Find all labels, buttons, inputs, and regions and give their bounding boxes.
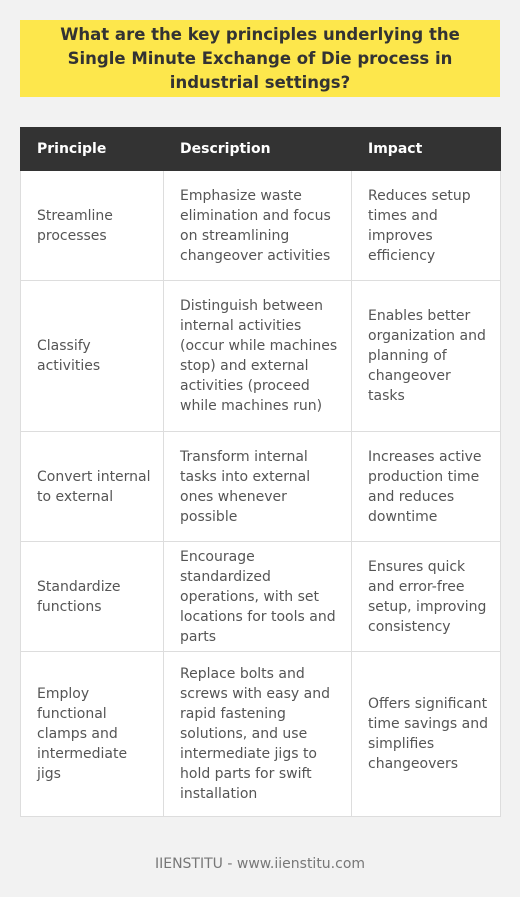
page-title: What are the key principles underlying the Single Minute Exchange of Die process in industrial settings? [60, 24, 460, 92]
table-row [21, 542, 501, 652]
table-row [21, 281, 501, 432]
principle-cell: Convert internal to external [21, 432, 164, 542]
column-header-principle: Principle [21, 128, 164, 171]
principle-cell: Employ functional clamps and intermediate jigs [21, 652, 164, 817]
impact-cell: Enables better organization and planning of changeover tasks [352, 281, 501, 432]
column-header-description: Description [164, 128, 352, 171]
table-header-row [21, 128, 501, 171]
impact-cell: Reduces setup times and improves efficiency [352, 171, 501, 281]
table-row [21, 652, 501, 817]
description-cell: Encourage standardized operations, with set locations for tools and parts [164, 542, 352, 652]
description-cell: Transform internal tasks into external ones whenever possible [164, 432, 352, 542]
description-cell: Distinguish between internal activities (occur while machines stop) and external activities (proceed while machines run) [164, 281, 352, 432]
impact-cell: Ensures quick and error-free setup, improving consistency [352, 542, 501, 652]
principles-table [20, 127, 501, 817]
description-cell: Replace bolts and screws with easy and rapid fastening solutions, and use intermediate jigs to hold parts for swift installation [164, 652, 352, 817]
column-header-impact: Impact [352, 128, 501, 171]
title-banner [20, 20, 500, 97]
impact-cell: Offers significant time savings and simplifies changeovers [352, 652, 501, 817]
principle-cell: Streamline processes [21, 171, 164, 281]
table-row [21, 171, 501, 281]
impact-cell: Increases active production time and reduces downtime [352, 432, 501, 542]
principle-cell: Standardize functions [21, 542, 164, 652]
table-row [21, 432, 501, 542]
principle-cell: Classify activities [21, 281, 164, 432]
description-cell: Emphasize waste elimination and focus on streamlining changeover activities [164, 171, 352, 281]
footer-credit: IIENSTITU - www.iienstitu.com [154, 856, 366, 872]
